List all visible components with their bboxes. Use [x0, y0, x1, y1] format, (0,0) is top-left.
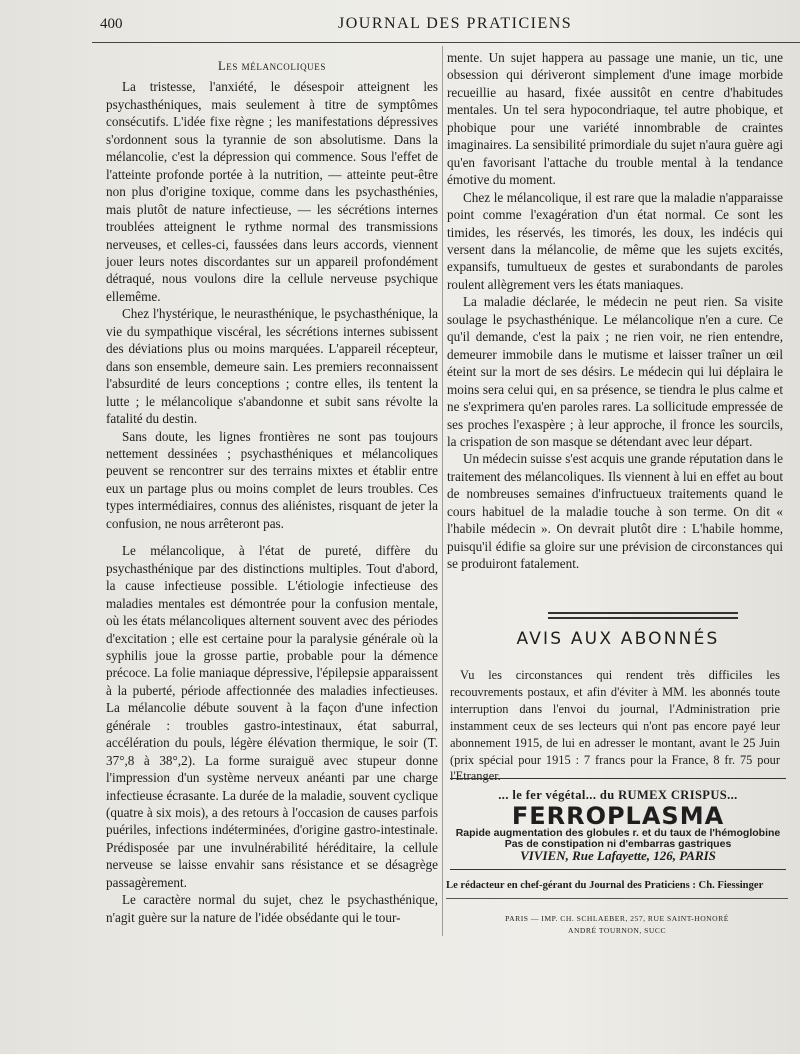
journal-title: JOURNAL DES PRATICIENS [338, 15, 573, 32]
ad-address: VIVIEN, Rue Lafayette, 126, PARIS [520, 848, 716, 863]
paragraph: Chez le mélancolique, il est rare que la maladie n'apparaisse point comme l'exagération d'un état normal. Ce sont les timides, les réservés, les timorés, les doux, les indécis qui versent dans la mélancolie, de même que les sujets excités, expansifs, tumultueux de gestes et surabondants de paroles roulent allègrement vers les états maniaques. [447, 189, 783, 292]
left-column [106, 58, 438, 926]
notice-paragraph: Vu les circonstances qui rendent très difficiles les recouvrements postaux, et afin d'éviter à MM. les abonnés toute interruption dans l'envoi du journal, l'Administration prie instamment ceux de ses lecteurs qui n'ont pas encore payé leur abonnement 1915, de lui en adresser le montant, avant le 25 Juin (prix spécial pour 1915 : 7 francs pour la France, 8 fr. 75 pour l'Etranger. [450, 668, 780, 784]
paragraph: Le caractère normal du sujet, chez le psychasthénique, n'agit guère sur la nature de l'idée obsédante qui le tour- [106, 892, 438, 925]
ad-tagline: ... le fer végétal... du RUMEX CRISPUS... [498, 788, 738, 802]
imprint-rule [446, 898, 788, 899]
paragraph: La tristesse, l'anxiété, le désespoir atteignent les psychasthéniques, mais seulement à titre de symptômes consécutifs. L'idée fixe règne ; les manifestations dépressives s'ordonnent sous la tyrannie de son absolutisme. Dans la mélancolie, c'est la dépression qui commence. Sous l'effet de l'atteinte profonde portée à la nutrition, — atteinte peut-être non plus d'origine toxique, comme dans les psychasthénies, mais plutôt de nature infectieuse, — les sécrétions internes troublées atteignent le rythme normal des transmissions nerveuses, et celles-ci, faussées dans leurs accords, viennent jouer leurs notes discordantes sur un appareil profondément détraqué, nous voulons dire la cellule nerveuse psychique ellemême. [106, 79, 438, 304]
column-divider [442, 46, 443, 936]
notice-title: AVIS AUX ABONNÉS [516, 629, 720, 649]
page-number: 400 [100, 16, 123, 32]
paragraph: Un médecin suisse s'est acquis une grande réputation dans le traitement des mélancoliques. Ils viennent à lui en effet au bout de nombreuses semaines d'infructueux traitements quand le cours habituel de la maladie touche à son terme. On dit « l'habile médecin ». On devrait plutôt dire : L'habile homme, puisqu'il édifie sa gloire sur une prévision de circonstances qui se produiront fatalement. [447, 451, 783, 572]
header-rule [92, 42, 800, 43]
notice-rule-top [548, 612, 738, 614]
ad-brand: FERROPLASMA [511, 802, 725, 830]
imprint-line-1: PARIS — IMP. CH. SCHLAEBER, 257, RUE SAINT-HONORÉ [505, 914, 729, 923]
imprint-line-2: ANDRÉ TOURNON, SUCC [567, 926, 667, 935]
right-column [447, 49, 783, 573]
advertisement [450, 778, 786, 870]
notice-rule-top-2 [548, 617, 738, 619]
paragraph-gap [106, 532, 438, 542]
page-header [100, 14, 790, 40]
ad-line-2: Pas de constipation ni d'embarras gastriques [504, 838, 732, 850]
editor-credit: Le rédacteur en chef-gérant du Journal des Praticiens : Ch. Fiessinger [446, 880, 764, 891]
paragraph: La maladie déclarée, le médecin ne peut rien. Sa visite soulage le psychasthénique. Le mélancolique n'en a cure. Ce qu'il demande, c'est la paix ; ne rien voir, ne rien entendre, demeurer immobile dans le mutisme et laisser traîner un œil éteint sur la mort de ses désirs. Le médecin qui lui déplaira le moins sera celui qui, en sa présence, se tiendra le plus calme et ne s'exprimera qu'en paroles rares. La sollicitude empressée de ses proches l'exaspère ; à leur approche, il fronce les sourcils, la crispation de son masque se détendant avec leur départ. [447, 294, 783, 449]
ad-line-1: Rapide augmentation des globules r. et du taux de l'hémoglobine [455, 827, 781, 839]
paragraph: Sans doute, les lignes frontières ne sont pas toujours nettement dessinées ; psychasthéniques et mélancoliques peuvent se rencontrer sur des terrains mixtes et établir entre eux un partage plus ou moins complet de leurs troubles. Ces types intermédiaires, connus des aliénistes, risquant de jeter la confusion, ne nous arrêteront pas. [106, 428, 438, 531]
paragraph: Chez l'hystérique, le neurasthénique, le psychasthénique, la vie du sympathique viscéral, les sécrétions internes subissent des déviations plus ou moins marquées. L'appareil récepteur, dans son ensemble, demeure sain. Les premiers reconnaissent l'absurdité de leurs conceptions ; contre elles, ils tentent la lutte ; le mélancolique s'abandonne et subit sans révolte la fatalité du destin. [106, 306, 438, 427]
paragraph: mente. Un sujet happera au passage une manie, un tic, une obsession qui dériveront simplement d'une image morbide recueillie au hasard, fixée aussitôt en centre d'habitudes mentales. Un tel sera hypocondriaque, tel autre phobique, et phobique pour une variété innombrable de craintes imaginaires. La sensibilité primordiale du sujet n'aura guère agi qu'en favorisant l'attache du trouble mental à la tendance émotive du moment. [447, 50, 783, 188]
section-title: Les mélancoliques [218, 59, 326, 73]
notice-text [450, 667, 780, 785]
paragraph: Le mélancolique, à l'état de pureté, diffère du psychasthénique par des distinctions multiples. Tout d'abord, la cause infectieuse possible. L'étiologie infectieuse des maladies mentales est démontrée pour la confusion mentale, où les états mélancoliques alternent souvent avec des périodes d'excitation ; elle est certaine pour la paralysie générale où la syphilis joue la grosse partie, probable pour la démence précoce. La folie maniaque dépressive, l'épilepsie apparaissent à la puberté, période affectionnée des maladies infectieuses. La mélancolie débute souvent à la façon d'une infection générale : troubles gastro-intestinaux, état saburral, accélération du pouls, légère élévation thermique, le soir (T. 37°,8 à 38°,2). La forme suraiguë avec stupeur donne l'impression d'un système nerveux anéanti par une charge infectieuse écrasante. La durée de la maladie, souvent cyclique (quatre à six mois), a des retours à l'occasion de causes parfois puériles, infections indéterminées, d'origine gastro-intestinale. Prédisposée par une invulnérabilité héréditaire, la cellule nerveuse se laisse envahir sans résistance et se désagrège passagèrement. [106, 543, 438, 890]
